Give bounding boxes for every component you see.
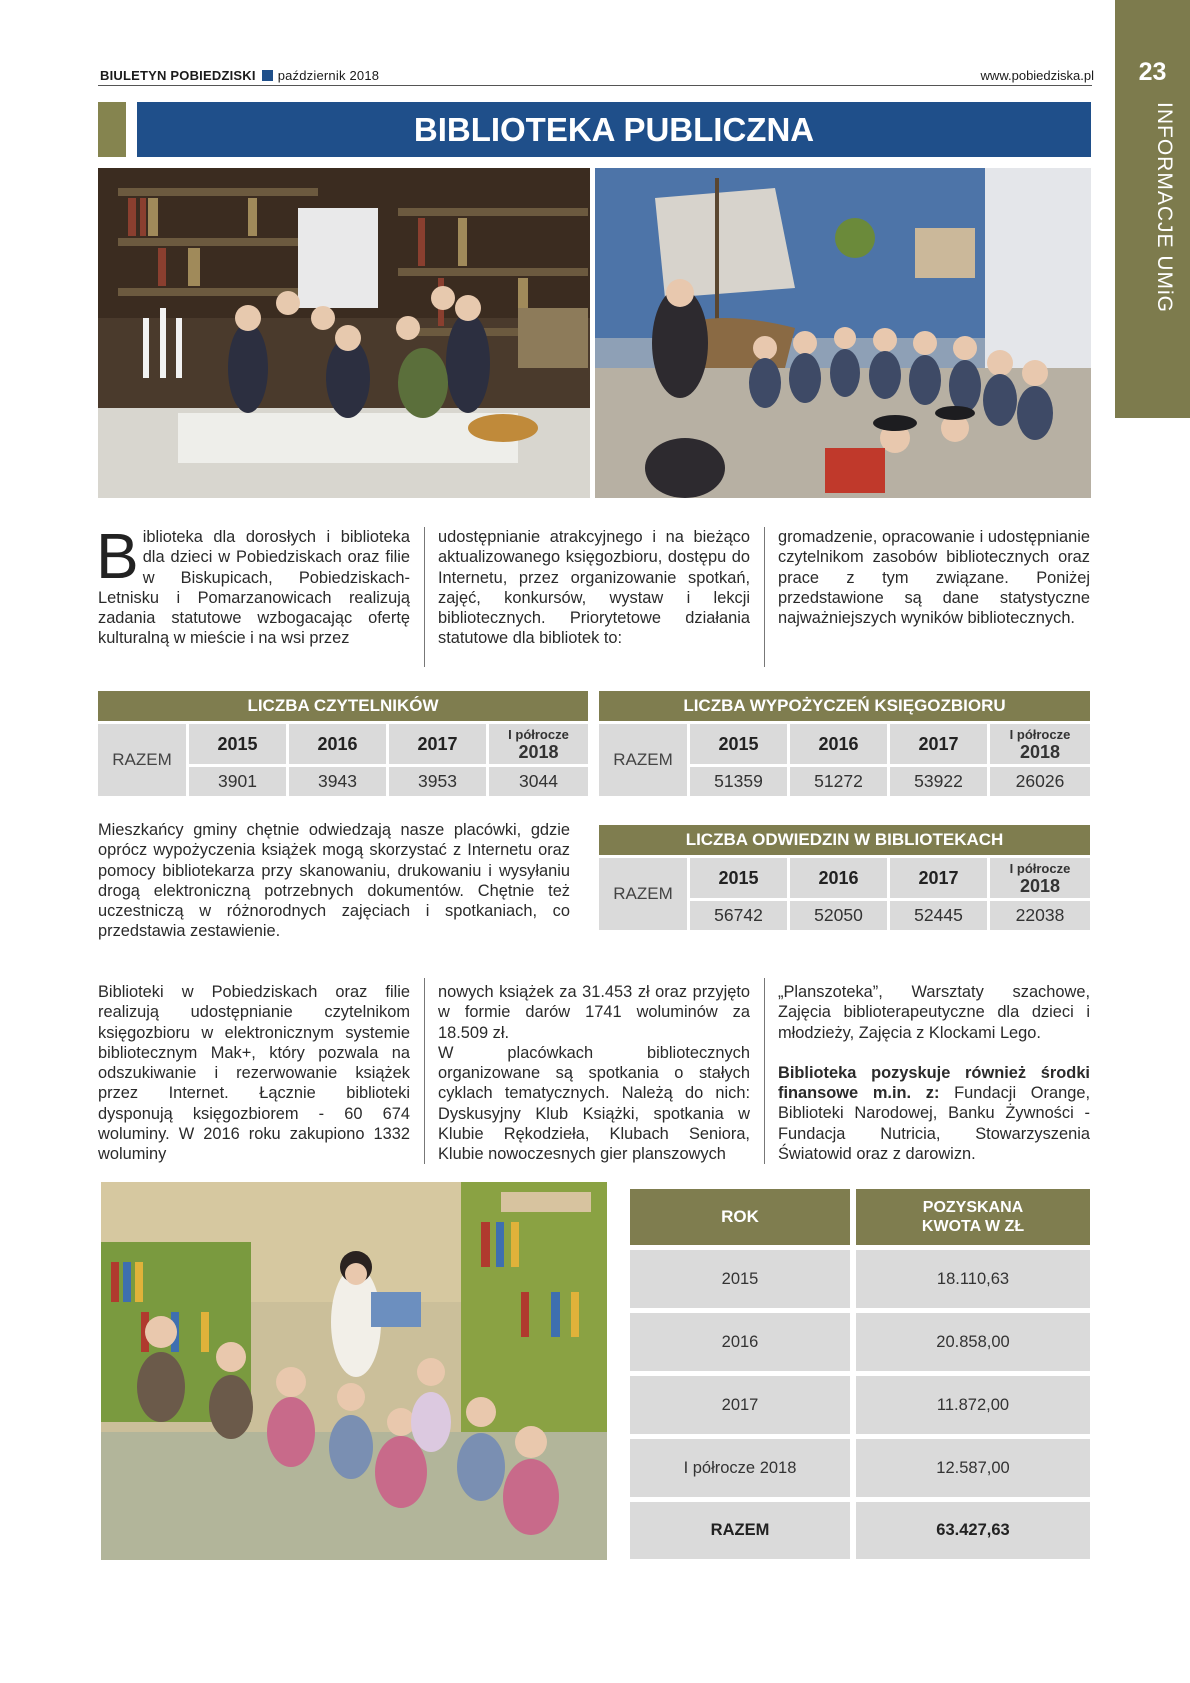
page-number: 23 — [1138, 58, 1167, 86]
page-title: BIBLIOTEKA PUBLICZNA — [137, 102, 1091, 157]
header-divider — [98, 85, 1092, 86]
publication-header — [100, 68, 379, 83]
visits-year-2015: 2015 — [690, 858, 787, 898]
funding-total-amount: 63.427,63 — [856, 1502, 1090, 1559]
publication-name: BIULETYN POBIEDZISKI — [100, 68, 256, 83]
column-divider — [424, 527, 425, 667]
funding-row-amount: 12.587,00 — [856, 1439, 1090, 1497]
drop-cap: B — [96, 520, 139, 592]
funding-row-year: 2016 — [630, 1313, 850, 1371]
loans-row-label: RAZEM — [599, 724, 687, 796]
half-year-year: 2018 — [1019, 875, 1061, 896]
intro-column-3: gromadzenie, opracowanie i udostępnianie czytelnikom zasobów bibliotecznych oraz prace z tym związane. Poniżej przedstawione są dane statystyczne najważniejszych wyników bibliotecznych. — [778, 528, 1090, 628]
readers-value-2015: 3901 — [189, 767, 286, 796]
funding-row-year: I półrocze 2018 — [630, 1439, 850, 1497]
visits-value-2016: 52050 — [790, 901, 887, 930]
lower-column-2 — [438, 982, 750, 1165]
funding-row-year: 2017 — [630, 1376, 850, 1434]
visits-value-2015: 56742 — [690, 901, 787, 930]
website-link[interactable]: www.pobiedziska.pl — [980, 68, 1094, 83]
visits-row-label: RAZEM — [599, 858, 687, 930]
loans-year-2016: 2016 — [790, 724, 887, 764]
loans-year-2015: 2015 — [690, 724, 787, 764]
funding-header-amount-line-2: KWOTA W ZŁ — [921, 1218, 1025, 1235]
loans-value-2017: 53922 — [890, 767, 987, 796]
readers-year-2015: 2015 — [189, 724, 286, 764]
funding-row-amount: 18.110,63 — [856, 1250, 1090, 1308]
photo-library-meeting — [98, 168, 590, 498]
lower-column-3 — [778, 982, 1090, 1164]
funding-row-amount: 20.858,00 — [856, 1313, 1090, 1371]
readers-table — [98, 691, 588, 796]
readers-year-2017: 2017 — [389, 724, 486, 764]
lower-column-1: Biblioteki w Pobiedziskach oraz filie realizują udostępnianie czytelnikom księgozbioru w elektronicznym systemie bibliotecznym Mak+, który pozwala na odszukiwanie i rezerwowanie książek przez Internet. Łącznie biblioteki dysponują księgozbiorem - 60 674 woluminy. W 2016 roku zakupiono 1332 woluminy — [98, 983, 410, 1164]
funding-header-year: ROK — [630, 1189, 850, 1245]
funding-sources-list: Fundacji Orange, Biblioteki Narodowej, Banku Żywności - Fundacja Nutricia, Stowarzyszenia Światowid oraz z darowizn. — [778, 1084, 1090, 1164]
loans-table-title: LICZBA WYPOŻYCZEŃ KSIĘGOZBIORU — [599, 691, 1090, 721]
visits-half-2018 — [990, 858, 1090, 898]
lower-column-3-part-2 — [778, 1063, 1090, 1164]
funding-table — [630, 1189, 1090, 1559]
column-divider — [424, 978, 425, 1164]
half-year-label: I półrocze — [1009, 726, 1071, 742]
funding-header-amount — [856, 1189, 1090, 1245]
column-divider — [764, 978, 765, 1164]
loans-table — [599, 691, 1090, 796]
photo-pirate-event — [595, 168, 1091, 498]
intro-column-1 — [96, 520, 410, 649]
header-square-icon — [262, 70, 273, 81]
readers-row-label: RAZEM — [98, 724, 186, 796]
half-year-label: I półrocze — [1009, 860, 1071, 876]
funding-row-year: 2015 — [630, 1250, 850, 1308]
funding-header-amount-line-1: POZYSKANA — [922, 1199, 1024, 1216]
half-year-label: I półrocze — [508, 726, 569, 742]
loans-value-half-2018: 26026 — [990, 767, 1090, 796]
issue-date: październik 2018 — [277, 68, 380, 83]
visits-value-half-2018: 22038 — [990, 901, 1090, 930]
visits-table — [599, 825, 1090, 930]
title-accent — [98, 102, 126, 157]
readers-table-title: LICZBA CZYTELNIKÓW — [98, 691, 588, 721]
funding-sources-lead: Biblioteka pozyskuje również środki finansowe m.in. z: — [778, 1063, 1090, 1103]
visits-value-2017: 52445 — [890, 901, 987, 930]
readers-value-2016: 3943 — [289, 767, 386, 796]
readers-value-half-2018: 3044 — [489, 767, 588, 796]
intro-text-1: iblioteka dla dorosłych i biblioteka dla dzieci w Pobiedziskach oraz filie w Biskupicach, Pobiedziskach-Letnisku i Pomarzanowicach realizują zadania statutowe wzbogacając ofertę kulturalną w mieście i na wsi przez — [98, 528, 410, 648]
readers-half-2018 — [489, 724, 588, 764]
lower-column-2-part-1: nowych książek za 31.453 zł oraz przyjęto w formie darów 1741 woluminów za 18.509 zł. — [438, 983, 750, 1042]
intro-column-2: udostępnianie atrakcyjnego i na bieżąco aktualizowanego księgozbioru, dostępu do Internetu, przez organizowanie spotkań, zajęć, konkursów, wystaw i lekcji bibliotecznych. Priorytetowe działania statutowe dla bibliotek to: — [438, 528, 750, 648]
readers-value-2017: 3953 — [389, 767, 486, 796]
loans-value-2015: 51359 — [690, 767, 787, 796]
section-label: INFORMACJE UMiG — [1153, 102, 1176, 313]
visits-table-title: LICZBA ODWIEDZIN W BIBLIOTEKACH — [599, 825, 1090, 855]
funding-row-amount: 11.872,00 — [856, 1376, 1090, 1434]
readers-year-2016: 2016 — [289, 724, 386, 764]
half-year-year: 2018 — [518, 741, 559, 762]
loans-half-2018 — [990, 724, 1090, 764]
lower-column-3-part-1: „Planszoteka”, Warsztaty szachowe, Zajęcia biblioterapeutyczne dla dzieci i młodzieży, Zajęcia z Klockami Lego. — [778, 983, 1090, 1042]
column-divider — [764, 527, 765, 667]
loans-year-2017: 2017 — [890, 724, 987, 764]
visits-year-2017: 2017 — [890, 858, 987, 898]
funding-total-label: RAZEM — [630, 1502, 850, 1559]
visits-year-2016: 2016 — [790, 858, 887, 898]
photo-children-reading — [101, 1182, 607, 1560]
half-year-year: 2018 — [1019, 741, 1061, 762]
loans-value-2016: 51272 — [790, 767, 887, 796]
services-paragraph: Mieszkańcy gminy chętnie odwiedzają nasze placówki, gdzie oprócz wypożyczenia książek mogą skorzystać z Internetu oraz pomocy bibliotekarza przy skanowaniu, drukowaniu i wysyłaniu drogą elektroniczną potrzebnych dokumentów. Chętnie też uczestniczą w różnorodnych zajęciach i spotkaniach, co przedstawia zestawienie. — [98, 821, 570, 941]
lower-column-2-part-2: W placówkach bibliotecznych organizowane są spotkania o stałych cyklach tematycznych. Należą do nich: Dyskusyjny Klub Książki, spotkania w Klubie Rękodzieła, Klubach Seniora, Klubie nowoczesnych gier planszowych — [438, 1043, 750, 1164]
